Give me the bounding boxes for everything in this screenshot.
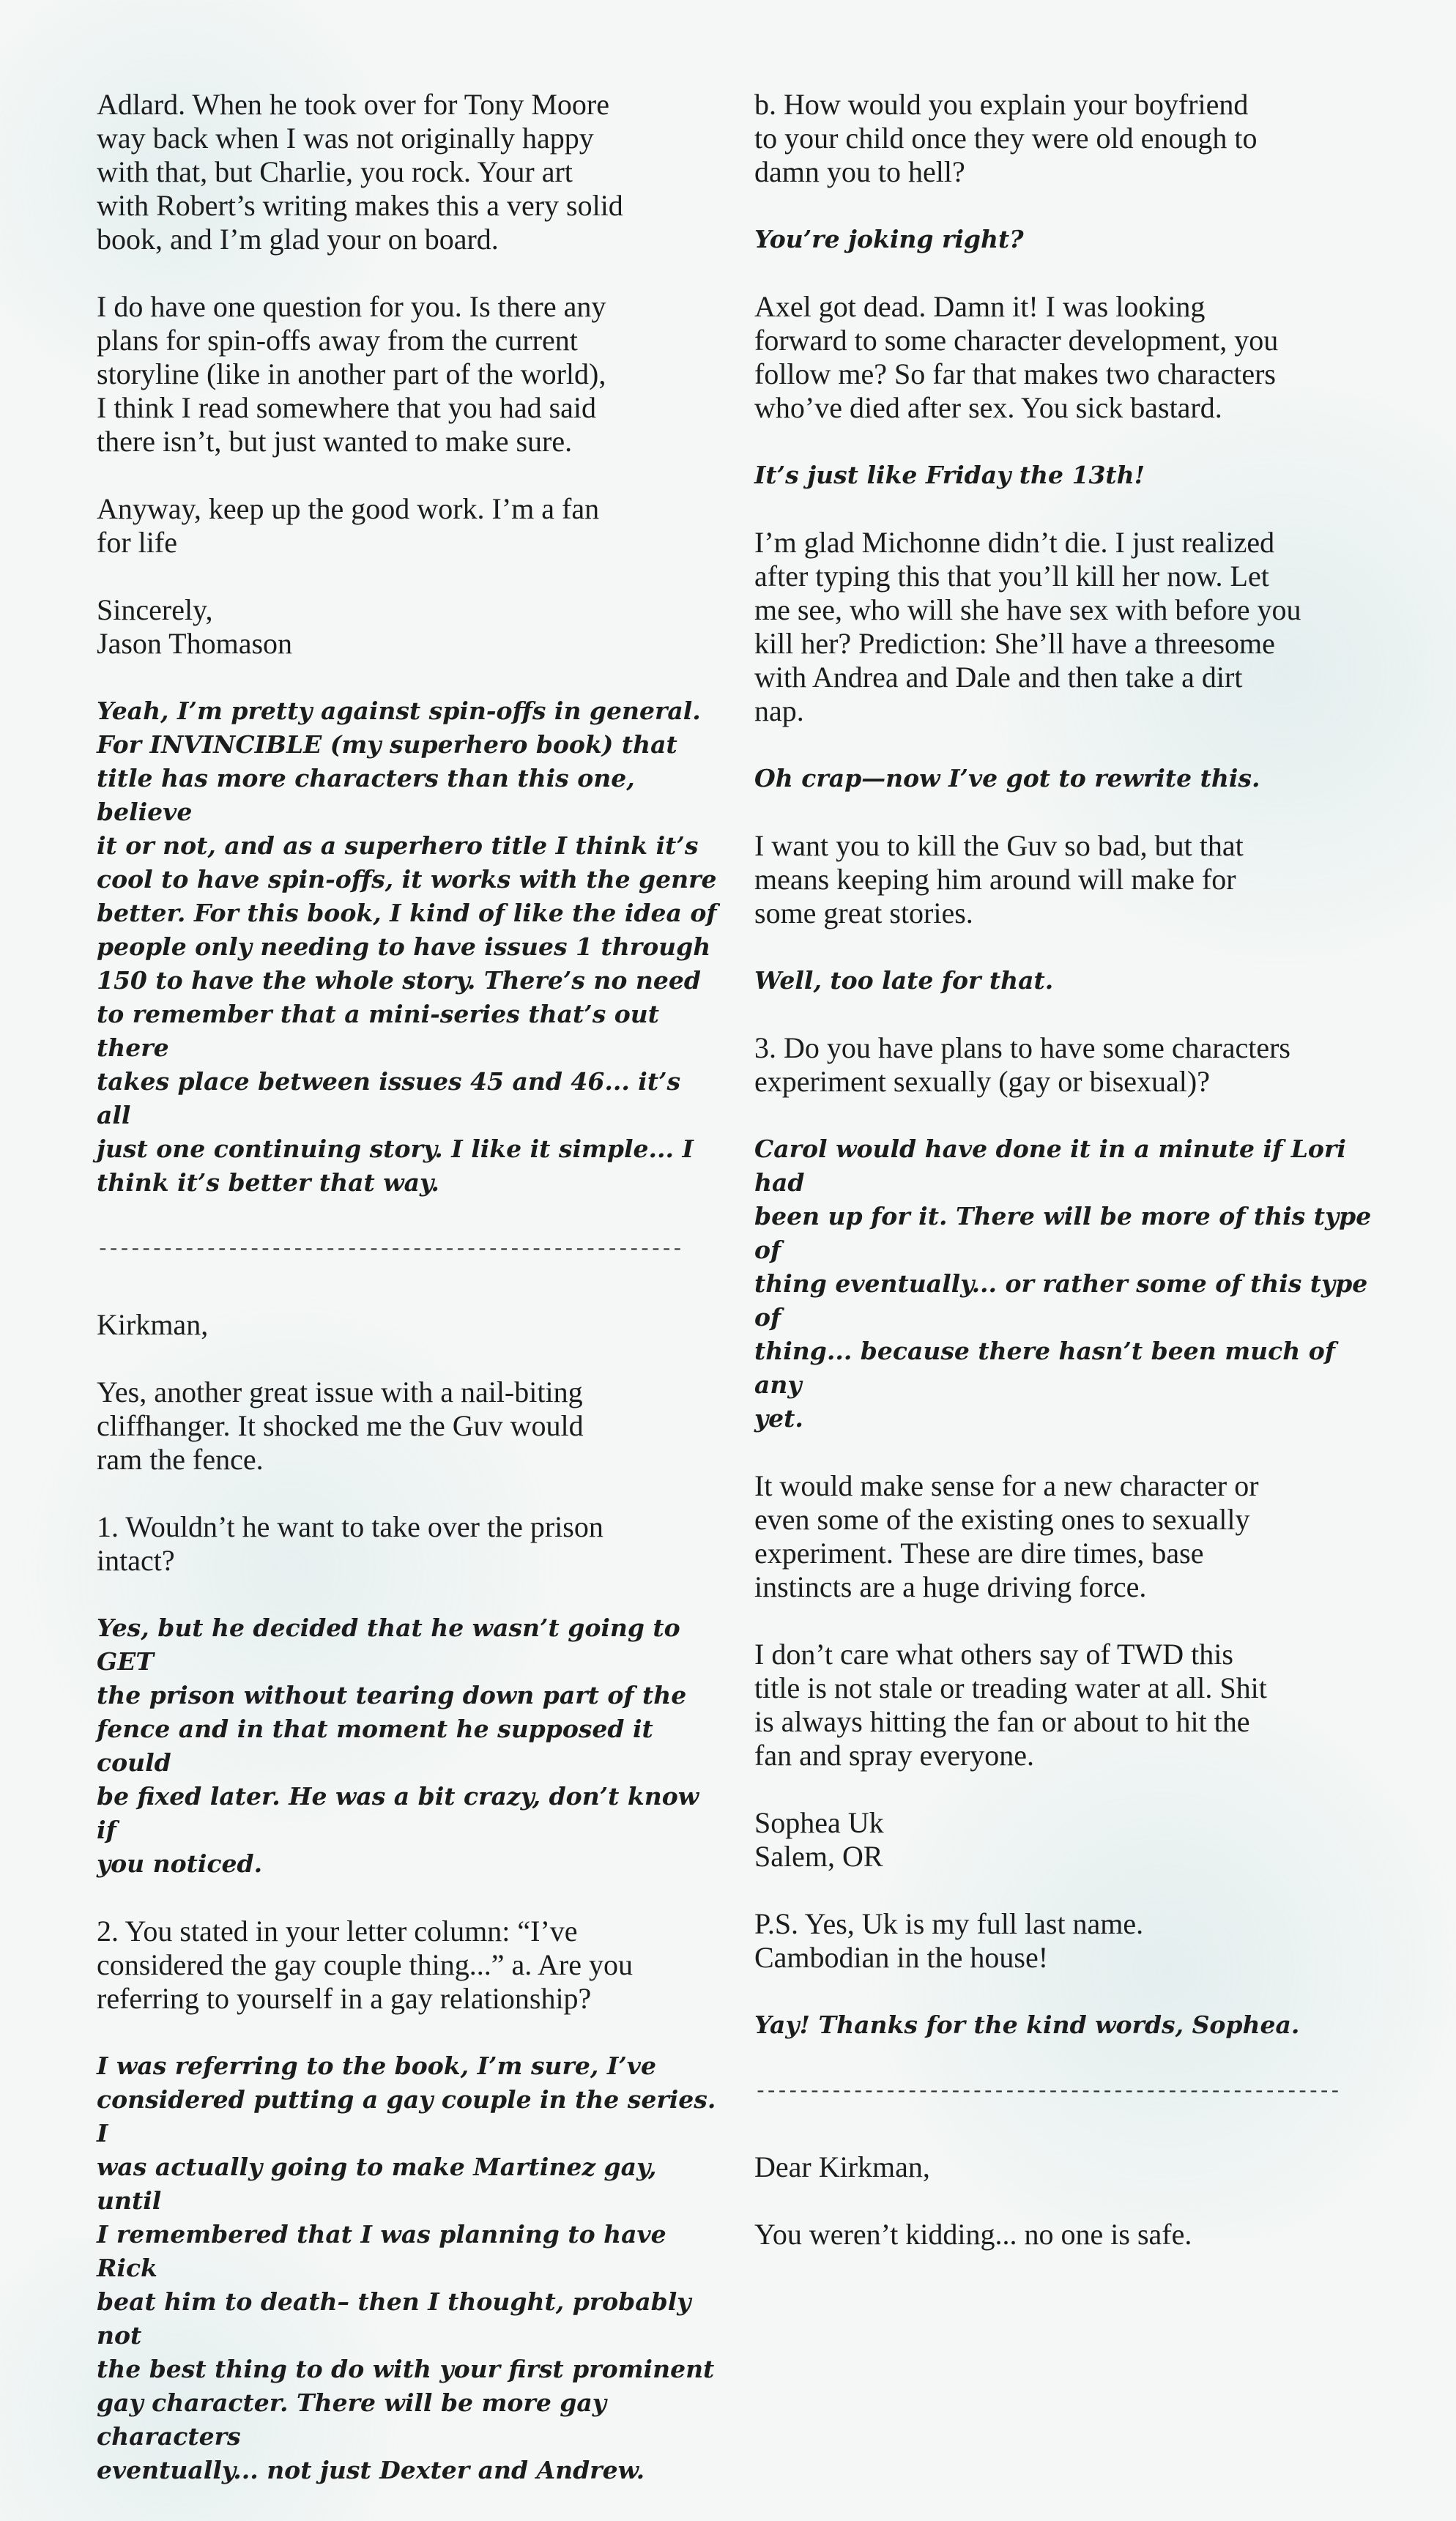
editor-reply: Yeah, I’m pretty against spin-offs in general. For INVINCIBLE (my superhero book) that title has more characters than this one, believe it or not, and as a superhero title I think it’s cool to have spin-offs, it works with the genre better. For this book, I kind of like the idea of people only needing to have issues 1 through 150 to have the whole story. There’s no need to remember that a mini-series that’s out there takes place between issues 45 and 46... it’s all just one continuing story. I like it simple... I think it’s better that way. (97, 697, 717, 1197)
letter-paragraph: 2. You stated in your letter column: “I’ve considered the gay couple thing...” a. Are you referring to yourself in a gay relationship? (97, 1915, 633, 2015)
editor-reply: It’s just like Friday the 13th! (754, 461, 1145, 489)
letter-paragraph: Axel got dead. Damn it! I was looking forward to some character development, you follow me? So far that makes two characters who’ve died after sex. You sick bastard. (754, 290, 1279, 424)
editor-reply: Yes, but he decided that he wasn’t going to GET the prison without tearing down part of the fence and in that moment he supposed it could be fixed later. He was a bit crazy, don’t know if you noticed. (97, 1614, 699, 1878)
editor-reply: Well, too late for that. (754, 966, 1054, 995)
editor-reply: Oh crap—now I’ve got to rewrite this. (754, 764, 1260, 792)
letter-divider: ------------------------------------------------------ (97, 1239, 683, 1261)
letter-signature: Sincerely, Jason Thomason (97, 593, 293, 660)
letter-paragraph: It would make sense for a new character or even some of the existing ones to sexually experiment. These are dire times, base instincts are a huge driving force. (754, 1469, 1259, 1603)
letter-paragraph: I do have one question for you. Is there any plans for spin-offs away from the current storyline (like in another part of the world), I think I read somewhere that you had said there isn’t, but just wanted to make sure. (97, 290, 606, 458)
letter-paragraph: Yes, another great issue with a nail-biting cliffhanger. It shocked me the Guv would ram the fence. (97, 1375, 584, 1476)
letter-paragraph: I’m glad Michonne didn’t die. I just realized after typing this that you’ll kill her now. Let me see, who will she have sex with before you kill her? Prediction: She’ll have a threesome with Andrea and Dale and then take a dirt nap. (754, 526, 1301, 727)
editor-reply: You’re joking right? (754, 225, 1024, 253)
letter-salutation: Dear Kirkman, (754, 2150, 930, 2183)
letter-paragraph: Adlard. When he took over for Tony Moore way back when I was not originally happy with that, but Charlie, you rock. Your art with Robert’s writing makes this a very solid book, and I’m glad your on board. (97, 88, 623, 256)
letter-paragraph: Anyway, keep up the good work. I’m a fan for life (97, 492, 600, 559)
letter-paragraph: I don’t care what others say of TWD this title is not stale or treading water at all. Shit is always hitting the fan or about to hit the fan and spray everyone. (754, 1638, 1267, 1772)
letter-signature: Sophea Uk Salem, OR (754, 1806, 884, 1873)
letter-paragraph: 1. Wouldn’t he want to take over the prison intact? (97, 1510, 603, 1577)
letter-divider: ------------------------------------------------------ (754, 2081, 1340, 2104)
letter-paragraph: I want you to kill the Guv so bad, but that means keeping him around will make for some great stories. (754, 829, 1244, 929)
letter-paragraph: You weren’t kidding... no one is safe. (754, 2218, 1192, 2251)
editor-reply: Carol would have done it in a minute if Lori had been up for it. There will be more of this type of thing eventually... or rather some of this type of thing... because there hasn’t been much of any yet. (754, 1135, 1372, 1433)
left-column (97, 88, 719, 2521)
letter-paragraph: b. How would you explain your boyfriend to your child once they were old enough to damn you to hell? (754, 88, 1258, 188)
editor-reply: Yay! Thanks for the kind words, Sophea. (754, 2011, 1300, 2039)
editor-reply: I was referring to the book, I’m sure, I’ve considered putting a gay couple in the series. I was actually going to make Martinez gay, until I remembered that I was planning to have Rick beat him to death– then I thought, probably not the best thing to do with your first prominent gay character. There will be more gay characters eventually... not just Dexter and Andrew. (97, 2052, 716, 2484)
letter-postscript: P.S. Yes, Uk is my full last name. Cambodian in the house! (754, 1907, 1144, 1974)
letter-salutation: Kirkman, (97, 1308, 209, 1341)
letter-paragraph: 3. Do you have plans to have some characters experiment sexually (gay or bisexual)? (754, 1031, 1290, 1098)
right-column (754, 88, 1377, 2285)
